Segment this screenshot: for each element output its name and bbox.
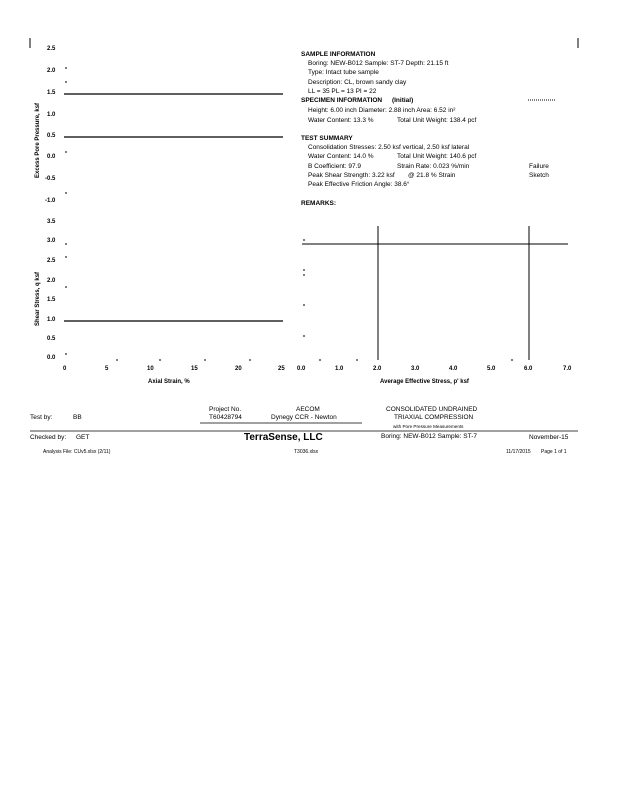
analysis-file: Analysis File: CUv5.xlsx (2/11) bbox=[43, 449, 111, 455]
pore-pressure-tick: 2.5 bbox=[47, 46, 56, 52]
test-by-value: BB bbox=[73, 414, 82, 421]
stress-tick: 3.0 bbox=[411, 366, 420, 372]
sample-info-line: Description: CL, brown sandy clay bbox=[308, 79, 407, 86]
page-number: Page 1 of 1 bbox=[541, 449, 567, 455]
test-summary-strain-rate: Strain Rate: 0.023 %/min bbox=[397, 163, 470, 170]
specimen-info-heading-text: SPECIMEN INFORMATION bbox=[301, 97, 383, 104]
strain-tick: 10 bbox=[147, 366, 154, 372]
pore-pressure-axis-label: Excess Pore Pressure, ksf bbox=[35, 102, 41, 178]
shear-tick: 3.0 bbox=[47, 238, 56, 244]
boring-sample-line: Boring: NEW-B012 Sample: ST-7 bbox=[381, 433, 477, 440]
pore-pressure-tick: 2.0 bbox=[47, 68, 56, 74]
strain-tick: 0 bbox=[63, 366, 67, 372]
axial-strain-axis-label: Axial Strain, % bbox=[148, 379, 190, 385]
effective-stress-axis-label: Average Effective Stress, p' ksf bbox=[380, 379, 469, 385]
failure-sketch-label-1: Failure bbox=[529, 163, 549, 170]
stress-tick: 4.0 bbox=[449, 366, 458, 372]
project-name: Dynegy CCR - Newton bbox=[271, 414, 337, 421]
stress-tick: 1.0 bbox=[335, 366, 344, 372]
strain-tick: 25 bbox=[278, 366, 285, 372]
stress-tick: 2.0 bbox=[373, 366, 382, 372]
specimen-info-heading bbox=[301, 97, 413, 104]
specimen-info-heading-suffix: (Initial) bbox=[391, 97, 414, 104]
failure-sketch-label-2: Sketch bbox=[529, 172, 549, 179]
strain-tick: 20 bbox=[235, 366, 242, 372]
pore-pressure-tick: 1.5 bbox=[47, 90, 56, 96]
report-date: November-15 bbox=[529, 434, 569, 441]
pore-pressure-tick: -1.0 bbox=[45, 198, 56, 204]
pore-pressure-tick: 1.0 bbox=[47, 112, 56, 118]
specimen-info-water-content: Water Content: 13.3 % bbox=[308, 117, 374, 124]
shear-tick: 2.0 bbox=[47, 278, 56, 284]
test-summary-water-content: Water Content: 14.0 % bbox=[308, 153, 374, 160]
stress-tick: 6.0 bbox=[524, 366, 533, 372]
shear-tick: 1.5 bbox=[47, 297, 56, 303]
shear-tick: 0.0 bbox=[47, 355, 56, 361]
shear-tick: 2.5 bbox=[47, 258, 56, 264]
test-summary-unit-weight: Total Unit Weight: 140.6 pcf bbox=[397, 153, 477, 160]
project-no-label: Project No. bbox=[209, 406, 242, 413]
specimen-info-line: Height: 6.00 inch Diameter: 2.88 inch Area: 6.52 in² bbox=[308, 107, 456, 114]
shear-stress-axis-label: Shear Stress, q ksf bbox=[35, 271, 41, 326]
test-summary-b-coefficient: B Coefficient: 97.9 bbox=[308, 163, 361, 170]
strain-tick: 15 bbox=[191, 366, 198, 372]
sample-info-line: LL = 35 PL = 13 PI = 22 bbox=[308, 88, 377, 95]
checked-by-label: Checked by: bbox=[30, 434, 67, 441]
test-summary-peak-shear: Peak Shear Strength: 3.22 ksf bbox=[308, 172, 395, 179]
pore-pressure-tick: 0.5 bbox=[47, 133, 56, 139]
test-summary-peak-strain: @ 21.8 % Strain bbox=[408, 172, 456, 179]
data-file: T3036.xlsx bbox=[294, 449, 319, 455]
test-summary-friction-angle: Peak Effective Friction Angle: 38.6° bbox=[308, 181, 410, 188]
date-printed: 11/17/2015 bbox=[506, 449, 531, 455]
sample-info-line: Type: Intact tube sample bbox=[308, 69, 379, 76]
specimen-info-unit-weight: Total Unit Weight: 138.4 pcf bbox=[397, 117, 477, 124]
client-name: AECOM bbox=[296, 406, 320, 413]
pore-pressure-tick: 0.0 bbox=[47, 154, 56, 160]
test-summary-line: Consolidation Stresses: 2.50 ksf vertical, 2.50 ksf lateral bbox=[308, 144, 470, 151]
stress-tick: 5.0 bbox=[487, 366, 496, 372]
test-by-label: Test by: bbox=[30, 414, 53, 421]
sample-info-heading: SAMPLE INFORMATION bbox=[301, 51, 376, 58]
test-summary-heading: TEST SUMMARY bbox=[301, 135, 353, 142]
checked-by-value: GET bbox=[76, 434, 90, 441]
pore-pressure-tick: -0.5 bbox=[45, 176, 56, 182]
shear-tick: 3.5 bbox=[47, 219, 56, 225]
stress-tick: 7.0 bbox=[563, 366, 572, 372]
stress-tick: 0.0 bbox=[297, 366, 306, 372]
remarks-heading: REMARKS: bbox=[301, 200, 337, 207]
shear-tick: 1.0 bbox=[47, 317, 56, 323]
test-title-line-2: TRIAXIAL COMPRESSION bbox=[394, 414, 474, 421]
project-no-value: T60428794 bbox=[209, 414, 242, 421]
strain-tick: 5 bbox=[105, 366, 109, 372]
test-title-line-3: with Pore Pressure Measurements bbox=[393, 424, 464, 429]
sample-info-line: Boring: NEW-B012 Sample: ST-7 Depth: 21.15 ft bbox=[308, 60, 449, 67]
shear-tick: 0.5 bbox=[47, 336, 56, 342]
company-name: TerraSense, LLC bbox=[244, 432, 323, 443]
test-title-line-1: CONSOLIDATED UNDRAINED bbox=[386, 406, 478, 413]
